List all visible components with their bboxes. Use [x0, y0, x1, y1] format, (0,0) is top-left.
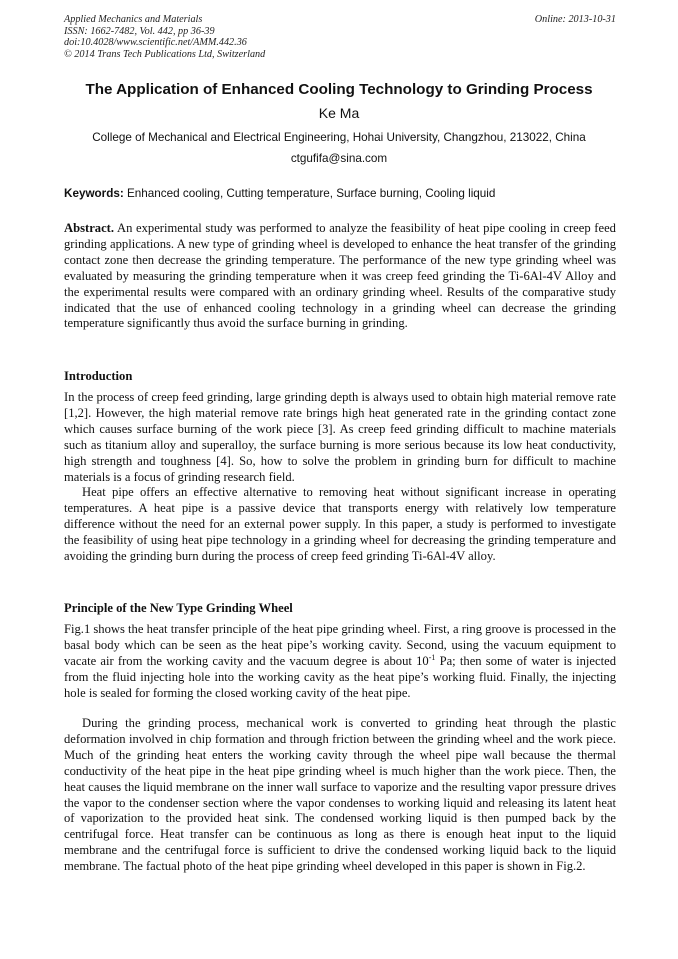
introduction-heading: Introduction: [64, 369, 133, 383]
keywords-label: Keywords:: [64, 187, 124, 200]
author-email: ctgufifa@sina.com: [290, 152, 388, 165]
paper-title: The Application of Enhanced Cooling Technology to Grinding Process: [85, 81, 593, 98]
keywords-text: Enhanced cooling, Cutting temperature, Surface burning, Cooling liquid: [127, 187, 496, 200]
abstract-label: Abstract.: [64, 221, 115, 235]
author-affiliation: College of Mechanical and Electrical Engineering, Hohai University, Changzhou, 213022, China: [92, 131, 586, 144]
publication-info: [64, 14, 616, 60]
online-date: Online: 2013-10-31: [534, 14, 616, 25]
author-name: Ke Ma: [318, 105, 360, 121]
keywords: [64, 187, 616, 201]
introduction-paragraph-1: In the process of creep feed grinding, large grinding depth is always used to obtain high material remove rate [1,2]. However, the high material remove rate brings high heat generated rate in the grinding contact zone which causes surface burning of the work piece [3]. As creep feed grinding difficult to machine materials such as titanium alloy and superalloy, the surface burning is more serious because its low heat conductivity, high strength and toughness [4]. So, how to solve the problem in grinding burn for difficult to machine materials is a focus of grinding research field.: [64, 390, 616, 484]
doi-line: doi:10.4028/www.scientific.net/AMM.442.36: [64, 37, 247, 49]
issn-line: ISSN: 1662-7482, Vol. 442, pp 36-39: [64, 25, 215, 37]
introduction-paragraph-2: Heat pipe offers an effective alternative to removing heat without significant increase in operating temperatures. A heat pipe is a passive device that transports energy with relatively low temperature difference without the need for an external power supply. In this paper, a study is performed to investigate the feasibility of using heat pipe technology in a grinding wheel for decreasing the grinding temperature and avoiding the grinding burn during the process of creep feed grinding Ti-6Al-4V alloy.: [64, 485, 616, 563]
principle-p1-text-b: Pa; then some of water is injected from the fluid injecting hole into the working cavity as the heat pipe’s working fluid. Finally, the injecting hole is sealed for forming the closed working cavity of the heat pipe.: [64, 653, 616, 700]
principle-heading: Principle of the New Type Grinding Wheel: [64, 601, 293, 615]
copyright-line: © 2014 Trans Tech Publications Ltd, Switzerland: [64, 48, 266, 60]
exponent: -1: [428, 652, 436, 662]
abstract: [64, 221, 616, 332]
principle-paragraph-1: [64, 622, 616, 702]
journal-name: Applied Mechanics and Materials: [64, 14, 203, 25]
principle-paragraph-2: During the grinding process, mechanical work is converted to grinding heat through the plastic deformation involved in chip formation and through friction between the grinding wheel and the work piece. Much of the grinding heat enters the working cavity through the wheel pipe wall because the thermal conductivity of the heat pipe in the heat pipe grinding wheel is much higher than the work piece. Then, the heat causes the liquid membrane on the inner wall surface to vaporize and the resulting vapor pressure drives the vapor to the condenser section where the vapor condenses to working liquid and releasing its latent heat of vaporization to the provided heat sink. The condensed working liquid is then pumped back by the centrifugal force. Heat transfer can be continuous as long as there is enough heat input to the liquid membrane and the centrifugal force is sufficient to drive the condensed working liquid back to the liquid membrane. The factual photo of the heat pipe grinding wheel developed in this paper is shown in Fig.2.: [64, 716, 616, 874]
abstract-text: An experimental study was performed to analyze the feasibility of heat pipe cooling in creep feed grinding applications. A new type of grinding wheel is developed to enhance the heat transfer of the grinding contact zone then decrease the grinding temperature. The performance of the new type grinding wheel was evaluated by measuring the grinding temperature when it was creep feed grinding the Ti-6Al-4V Alloy and the experimental results were compared with an ordinary grinding wheel. Results of the comparative study indicated that the use of enhanced cooling technology in a grinding wheel can decrease the grinding temperature significantly thus avoid the surface burning in grinding.: [64, 221, 616, 331]
principle-p1-text-a: Fig.1 shows the heat transfer principle of the heat pipe grinding wheel. First, a ring groove is processed in the basal body which can be seen as the heat pipe’s working cavity. Second, using the vacuum equipment to vacate air from the working cavity and the vacuum degree is about 10: [64, 622, 616, 668]
